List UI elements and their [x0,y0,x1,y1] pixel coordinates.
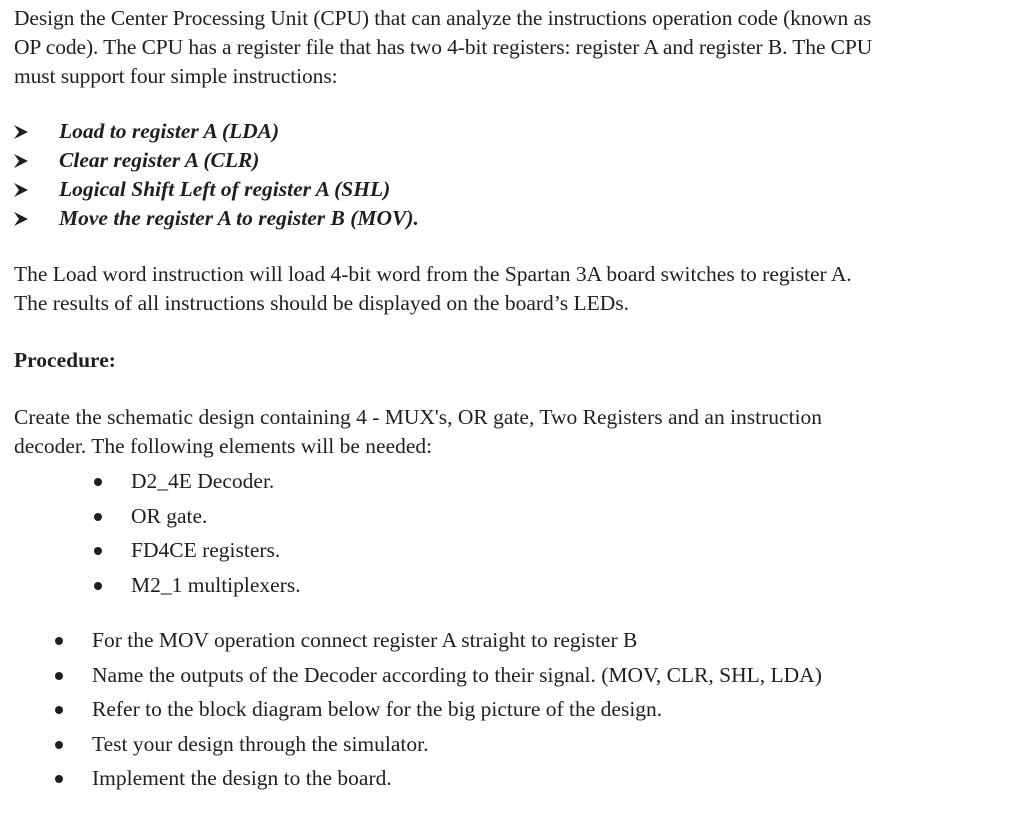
instruction-item [14,146,1022,175]
note-label: Name the outputs of the Decoder according to their signal. (MOV, CLR, SHL, LDA) [92,662,822,687]
instruction-label: Clear register A (CLR) [59,148,260,172]
note-label: Implement the design to the board. [92,766,392,790]
list-item [14,695,1022,730]
list-item [14,730,1022,765]
procedure-line-1: Create the schematic design containing 4 - MUX's, OR gate, Two Registers and an instruction [14,405,823,429]
arrowhead-bullet-icon [14,154,28,168]
bullet-icon [55,706,63,714]
note-label: Test your design through the simulator. [92,731,429,756]
arrowhead-bullet-icon [14,212,28,226]
intro-line-2: OP code). The CPU has a register file that has two 4-bit registers: register A and register B. The CPU [14,35,873,59]
intro-line-3: must support four simple instructions: [14,64,338,88]
note-label: For the MOV operation connect register A straight to register B [92,628,638,652]
bullet-icon [94,547,102,555]
intro-line-1: Design the Center Processing Unit (CPU) that can analyze the instructions operation code (known as [14,6,872,30]
bullet-icon [94,478,102,486]
load-line-2: The results of all instructions should be displayed on the board’s LEDs. [14,291,630,315]
instruction-item [14,204,1022,233]
intro-paragraph [14,4,1022,91]
list-item [14,626,1022,661]
list-item [14,502,1022,537]
bullet-icon [55,741,63,749]
list-item [14,536,1022,571]
bullet-icon [94,513,102,521]
bullet-icon [55,637,63,645]
note-label: Refer to the block diagram below for the big picture of the design. [92,697,663,721]
procedure-paragraph [14,403,1022,461]
instruction-label: Logical Shift Left of register A (SHL) [59,177,391,201]
notes-list [14,626,1022,799]
list-item [14,661,1022,696]
document-body [14,4,1022,799]
arrowhead-bullet-icon [14,183,28,197]
procedure-line-2: decoder. The following elements will be needed: [14,434,433,458]
element-label: D2_4E Decoder. [131,469,275,493]
element-label: OR gate. [131,503,208,528]
instruction-list [14,117,1022,233]
list-item [14,764,1022,799]
instruction-label: Move the register A to register B (MOV). [59,206,419,230]
load-line-1: The Load word instruction will load 4-bit word from the Spartan 3A board switches to register A. [14,262,852,286]
element-label: M2_1 multiplexers. [131,572,301,597]
bullet-icon [55,775,63,783]
bullet-icon [94,582,102,590]
instruction-label: Load to register A (LDA) [59,119,280,143]
elements-list [14,467,1022,605]
bullet-icon [55,672,63,680]
procedure-heading: Procedure: [14,348,116,372]
element-label: FD4CE registers. [131,538,281,562]
instruction-item [14,175,1022,204]
list-item [14,467,1022,502]
arrowhead-bullet-icon [14,125,28,139]
load-paragraph [14,260,1022,318]
list-item [14,571,1022,606]
instruction-item [14,117,1022,146]
